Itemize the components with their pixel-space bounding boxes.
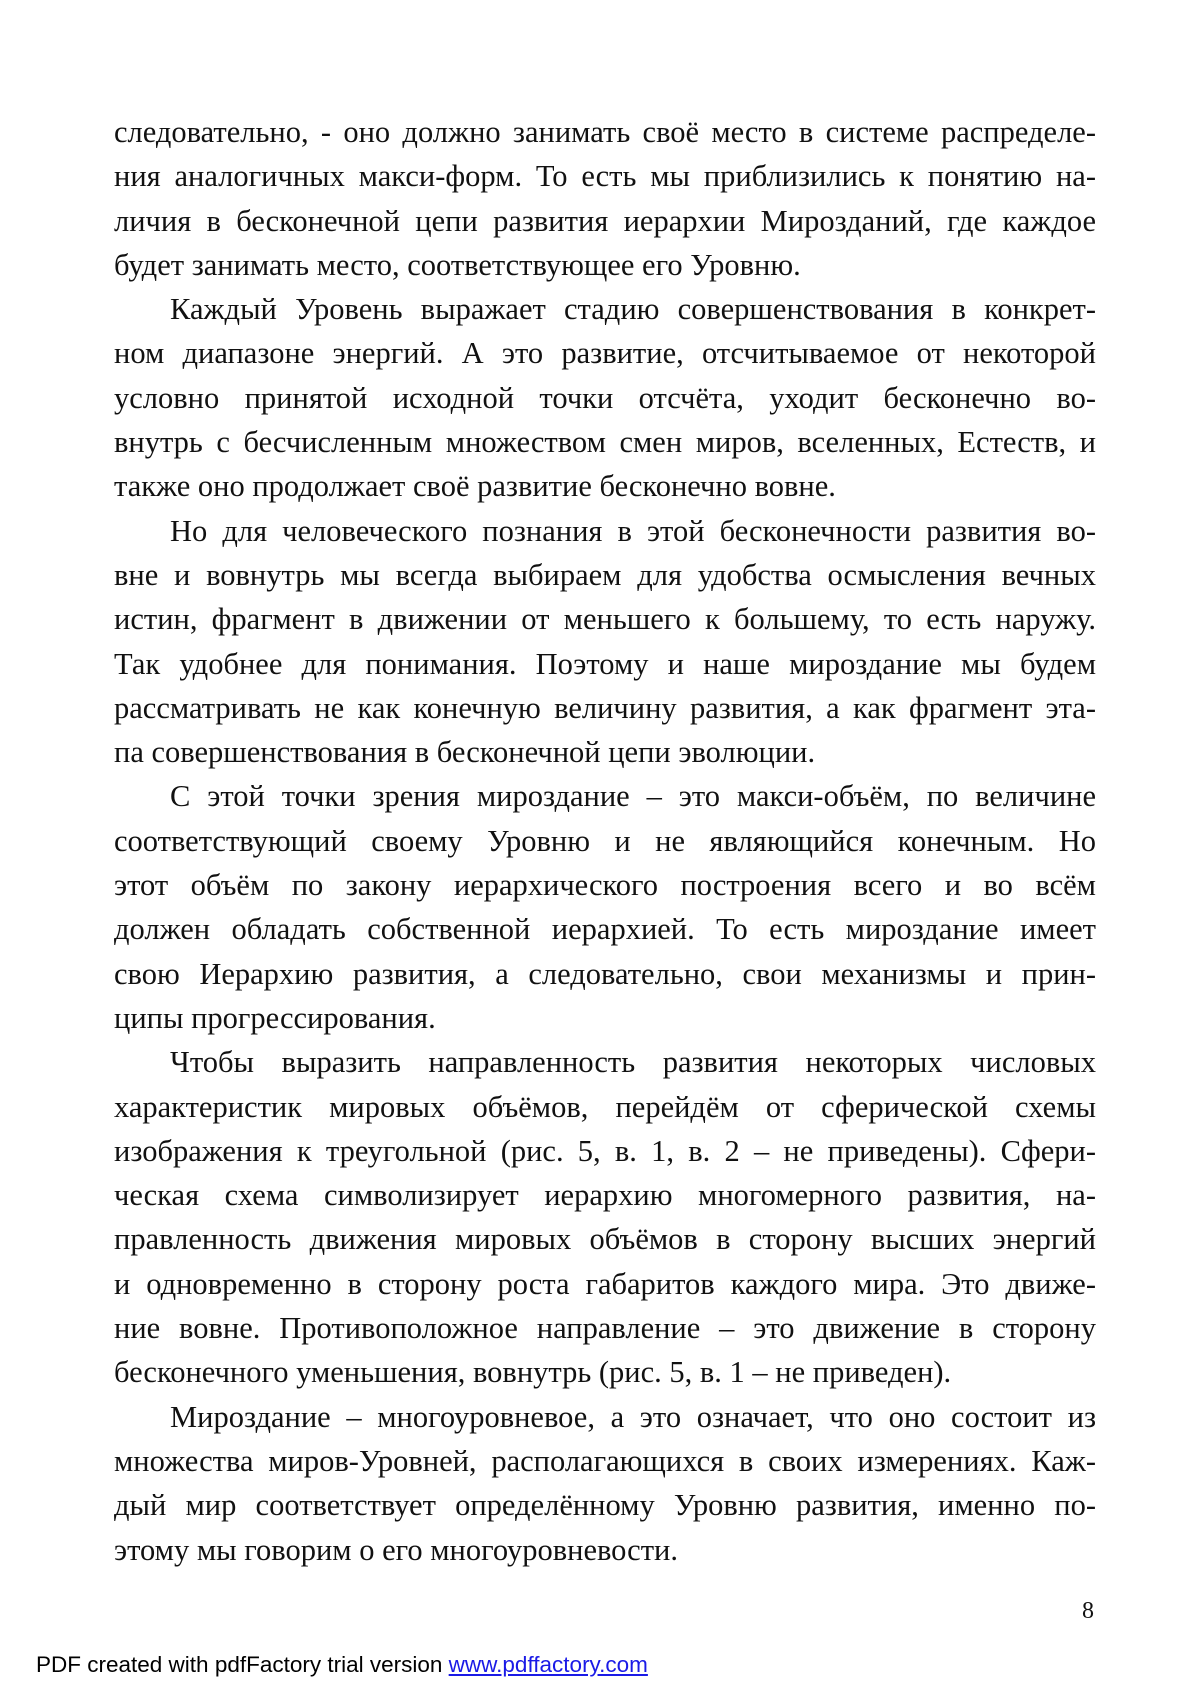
- text-line: ние вовне. Противоположное направление – это движение в сторону: [114, 1311, 1096, 1346]
- text-line: этому мы говорим о его многоуровневости.: [114, 1532, 678, 1567]
- text-line: множества миров-Уровней, располагающихся в своих измерениях. Каж-: [114, 1443, 1096, 1478]
- text-line: характеристик мировых объёмов, перейдём от сферической схемы: [114, 1089, 1096, 1124]
- text-line: бесконечного уменьшения, вовнутрь (рис. 5, в. 1 – не приведен).: [114, 1355, 952, 1390]
- text-line: Чтобы выразить направленность развития некоторых числовых: [170, 1045, 1096, 1080]
- text-line: па совершенствования в бесконечной цепи эволюции.: [114, 735, 816, 770]
- text-line: ческая схема символизирует иерархию многомерного развития, на-: [114, 1178, 1096, 1213]
- text-line: рассматривать не как конечную величину развития, а как фрагмент эта-: [114, 690, 1096, 725]
- footer-link[interactable]: www.pdffactory.com: [448, 1652, 648, 1677]
- text-line: Мироздание – многоуровневое, а это означает, что оно состоит из: [170, 1399, 1096, 1434]
- text-line: условно принятой исходной точки отсчёта, уходит бесконечно во-: [114, 380, 1096, 415]
- text-line: ном диапазоне энергий. А это развитие, отсчитываемое от некоторой: [114, 336, 1096, 371]
- body-text: [114, 110, 1096, 1572]
- text-line: должен обладать собственной иерархией. То есть мироздание имеет: [114, 912, 1096, 947]
- text-line: свою Иерархию развития, а следовательно, свои механизмы и прин-: [114, 956, 1096, 991]
- text-line: Так удобнее для понимания. Поэтому и наше мироздание мы будем: [114, 646, 1096, 681]
- text-line: вне и вовнутрь мы всегда выбираем для удобства осмысления вечных: [114, 557, 1096, 592]
- text-line: этот объём по закону иерархического построения всего и во всём: [114, 868, 1096, 903]
- text-line: ципы прогрессирования.: [114, 1000, 436, 1035]
- text-line: соответствующий своему Уровню и не являющийся конечным. Но: [114, 823, 1096, 858]
- text-line: будет занимать место, соответствующее его Уровню.: [114, 247, 801, 282]
- pdf-footer: [36, 1652, 648, 1678]
- text-line: изображения к треугольной (рис. 5, в. 1, в. 2 – не приведены). Сфери-: [114, 1133, 1096, 1168]
- text-line: Каждый Уровень выражает стадию совершенствования в конкрет-: [170, 292, 1096, 327]
- text-line: дый мир соответствует определённому Уровню развития, именно по-: [114, 1488, 1096, 1523]
- footer-text: PDF created with pdfFactory trial version: [36, 1652, 449, 1677]
- text-line: Но для человеческого познания в этой бесконечности развития во-: [170, 513, 1096, 548]
- text-line: также оно продолжает своё развитие бесконечно вовне.: [114, 469, 836, 504]
- text-line: внутрь с бесчисленным множеством смен миров, вселенных, Естеств, и: [114, 425, 1096, 460]
- text-line: следовательно, - оно должно занимать своё место в системе распределе-: [114, 115, 1096, 149]
- text-line: личия в бесконечной цепи развития иерархии Мирозданий, где каждое: [114, 203, 1096, 238]
- text-line: правленность движения мировых объёмов в сторону высших энергий: [114, 1222, 1096, 1257]
- text-line: С этой точки зрения мироздание – это макси-объём, по величине: [170, 779, 1096, 814]
- text-line: и одновременно в сторону роста габаритов каждого мира. Это движе-: [114, 1266, 1096, 1301]
- text-line: ния аналогичных макси-форм. То есть мы приблизились к понятию на-: [114, 159, 1096, 194]
- text-line: истин, фрагмент в движении от меньшего к большему, то есть наружу.: [114, 602, 1096, 637]
- page-number: 8: [1082, 1598, 1094, 1624]
